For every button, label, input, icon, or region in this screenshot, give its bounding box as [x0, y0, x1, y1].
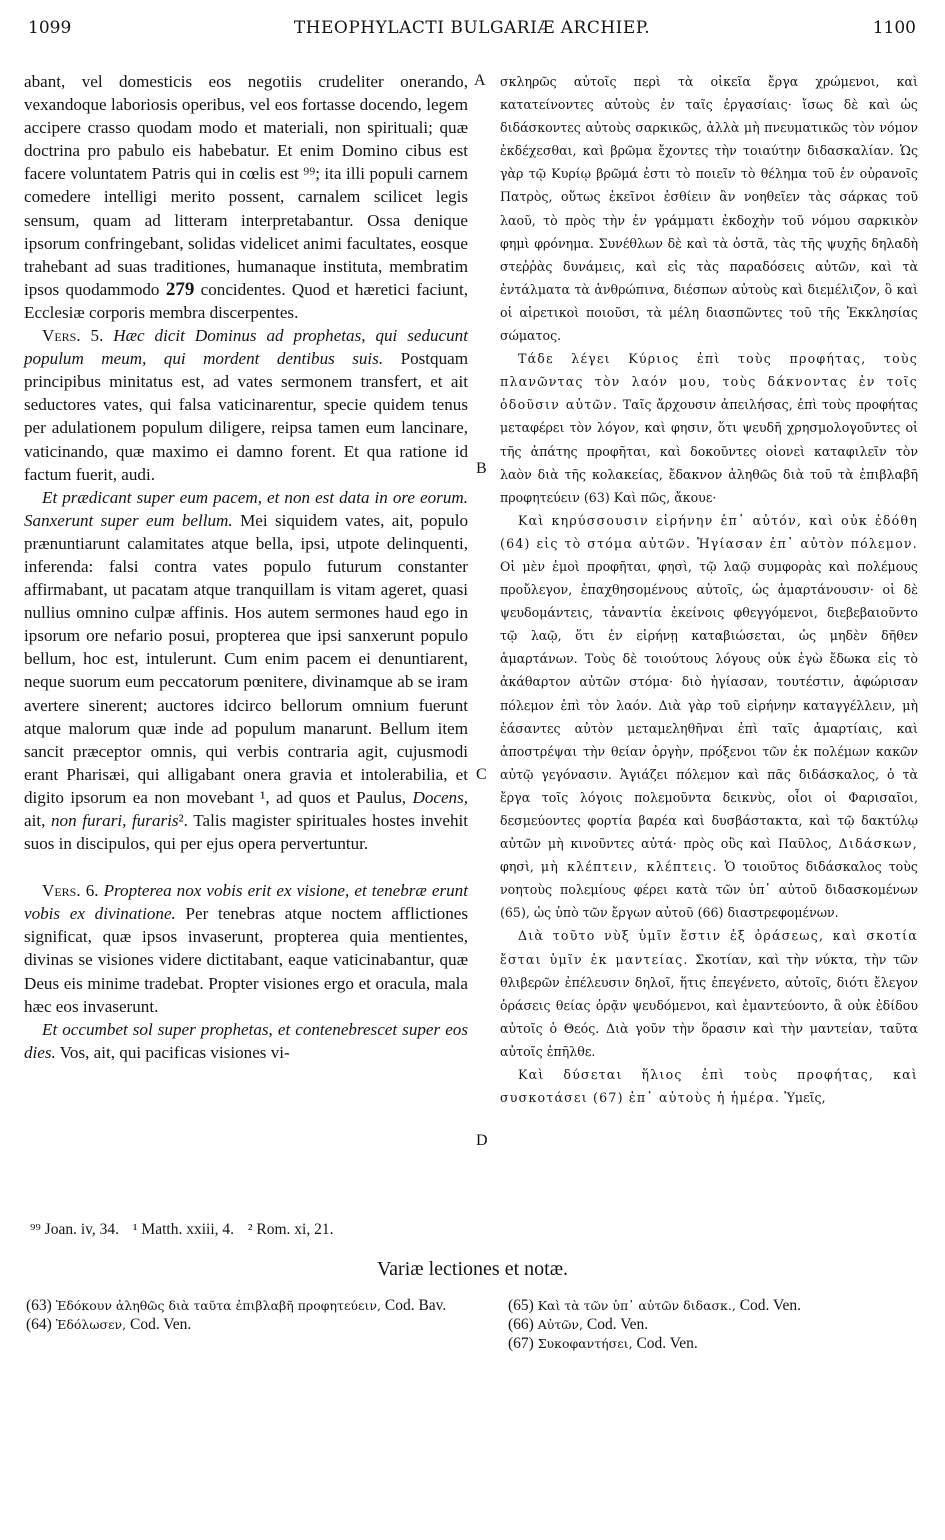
greek-paragraph	[500, 70, 918, 347]
latin-paragraph	[24, 70, 468, 324]
scripture-quote: Διὰ τοῦτο νὺξ ὑμῖν ἔστιν ἐξ ὁράσεως, καὶ σκοτία ἔσται ὑμῖν ἐκ μαντείας.	[500, 928, 918, 967]
greek-paragraph	[500, 924, 918, 1063]
latin-text: ². Talis magister spirituales hostes invehit suos in discipulos, qui per ejus opera pervertuntur.	[24, 811, 468, 854]
latin-text: Mei siquidem vates, ait, populo prænuntiarunt calamitates atque bella, ipsi, utpote delinquenti, inferenda: falsi contra vates populo futurum constanter affirmabant, ut pacatam atque tranquillam is vitam ageret, quasi nullius omnino culpæ affinis. Hos autem sermones haud ego in ipsorum ore nefario posui, propterea que ipsi sanxerunt populo bellum, hoc est, intulerunt. Cum enim pacem ei denuntiarent, neque suorum eum peccatorum pœnitere, divinamque ab se iram avertere sinerent; auctores idcirco bellorum omnium fuerunt atque malorum quæ inde ad populum manarunt. Bellum item sancit præceptor omnis, qui verbis contraria agit, cujusmodi erant Pharisæi, qui alligabant onera gravia et intolerabilia, et digito ipsorum ea non movebant ¹, ad quos et Paulus,	[24, 510, 468, 807]
scripture-quote: Διδάσκων,	[838, 836, 918, 852]
latin-paragraph	[24, 486, 468, 856]
variant-note-65	[508, 1296, 918, 1315]
greek-paragraph	[500, 1063, 918, 1109]
scripture-quote: Propterea nox vobis erit ex visione, et tenebræ erunt vobis ex divinatione.	[24, 881, 468, 924]
variant-note-66	[508, 1315, 918, 1334]
latin-text: Vos, ait, qui pacificas visiones vi-	[59, 1042, 290, 1062]
note-number: (67)	[508, 1335, 534, 1352]
greek-paragraph	[500, 347, 918, 509]
greek-text: σκληρῶς αὐτοῖς περὶ τὰ οἰκεῖα ἔργα χρώμενοι, καὶ κατατείνοντες αὐτοὺς ἐν ταῖς ἐργασίαις· ἴσως δὲ καὶ ὡς διδάσκοντες αὐτοὺς σαρκικῶς, ἀλλὰ μὴ πνευματικῶς τὸν νόμον ἐκδέχεσθαι, καὶ βρῶμα ἔχοντες τὴν τοιαύτην διδασκαλίαν. Ὡς γὰρ τῷ Κυρίῳ βρῶμά ἐστι τὸ ποιεῖν τὸ θέλημα τοῦ ἐν οὐρανοῖς Πατρὸς, οὕτως ἐκεῖνοι ἐσθίειν ἂν νοηθεῖεν τὰς σάρκας τοῦ λαοῦ, τὸ πρὸς τὴν ἐν γράμματι ἐκδοχὴν τοῦ νόμου σαρκικὸν φημὶ φρόνημα. Συνέθλων δὲ καὶ τὰ ὀστᾶ, τὰς τῆς ψυχῆς δηλαδὴ στεῤῥὰς δυνάμεις, καὶ εἰς τὰς παραδόσεις αὐτῶν, καὶ τὰ ἐντάλματα τὰ ἀνθρώπινα, διέσπων αὐτοὺς καὶ διεμέλιζον, ὃ καὶ οἱ αἱρετικοὶ ποιοῦσι, τὰ μέλη διασπῶντες τοῦ τῆς Ἐκκλησίας σώματος.	[500, 74, 918, 344]
latin-text: abant, vel domesticis eos negotiis crudeliter onerando, vexandoque laboriosis operibus, vel eos fortasse docendo, legem accipere crasso quodam modo et materiali, non spirituali; quæ doctrina pro pabulo eis habebatur. Et enim Domino cibus est facere voluntatem Patris qui in cœlis est ⁹⁹; ita illi populi carnem comedere intelligi merito possent, carnalem scilicet legis sensum, quam ad litteram interpretabantur. Ossa denique ipsorum confringebant, solidas videlicet animi facultates, eosque trahebant ad suas traditiones, humanaque instituta, membratim ipsos quodammodo	[24, 72, 468, 299]
verse-reference: Vers. 5.	[42, 326, 104, 346]
latin-paragraph	[24, 879, 468, 1018]
verse-reference: Vers. 6.	[42, 881, 99, 901]
right-page-number: 1100	[872, 18, 916, 38]
margin-letter-d: D	[476, 1132, 488, 1149]
note-source: Cod. Bav.	[384, 1297, 447, 1314]
latin-text: Postquam principibus minitatus est, ad vates sermonem transfert, et ait seductores vates, qui falsa vaticinarentur, specie quidem tenus per adulationem populum diligere, reipsa tamen eum lancinare, vaticinando, quæ maximo ei damno forent. Et qua ratione id factum fuerit, audi.	[24, 349, 468, 484]
greek-text: Οἱ μὲν ἐμοὶ προφῆται, φησὶ, τῷ λαῷ συμφορὰς καὶ πολέμους προὔλεγον, ἐπαχθησομένους αὐτοῖς, ὡς ἁμαρτάνουσιν· οἱ δὲ ψευδομάντεις, τἀναντία ἐκείνοις φθεγγόμενοι, διεβεβαιοῦντο τῷ λαῷ, ὅτι ἐν εἰρήνῃ καταβιώσεται, ὡς μηδὲν δῆθεν ἁμαρτάνων. Τοὺς δὲ τοιούτους λόγους οὐκ ἐγὼ ἔδωκα εἰς τὸ ἀκάθαρτον αὐτῶν στόμα· διὸ ἡγίασαν, τουτέστιν, ἀφώρισαν πόλεμον ἐπὶ τὸν λαόν. Διὰ γὰρ τοῦ εἰρήνην καταγγέλλειν, μὴ ἐάσαντες αὐτὸν μεταμεληθῆναι ἐπὶ ταῖς ἁμαρτίαις, καὶ ἀποστρέψαι τὴν θείαν ὀργὴν, πρόξενοι τῶν ἐκ πολέμων κακῶν αὐτῷ γεγόνασιν. Ἁγιάζει πόλεμον καὶ πᾶς διδάσκαλος, ὁ τὰ ἔργα τοῖς λόγοις πολεμοῦντα δεικνὺς, οἷοι οἱ Φαρισαῖοι, δεσμεύοντες φορτία βαρέα καὶ δυσβάστακτα, καὶ τῷ δακτύλῳ αὐτῶν μὴ κινοῦντες αὐτά· πρὸς οὓς καὶ Παῦλος,	[500, 558, 918, 852]
note-source: Cod. Ven.	[586, 1316, 649, 1333]
running-head	[28, 12, 916, 42]
latin-text: concidentes. Quod et hæretici faciunt, Ecclesiæ corporis membra discerpentes.	[24, 279, 468, 322]
latin-column	[24, 70, 468, 1064]
scripture-quote: Καὶ δύσεται ἥλιος ἐπὶ τοὺς προφήτας, καὶ συσκοτάσει (67) ἐπ᾽ αὐτοὺς ἡ ἡμέρα.	[500, 1067, 918, 1106]
note-greek: Συκοφαντήσει,	[537, 1336, 633, 1351]
greek-text: Σκοτίαν, καὶ τὴν νύκτα, τὴν τῶν θλιβερῶν ἐπέλευσιν δηλοῖ, ἥτις ἐπεγένετο, αὐτοῖς, διότι ἔλεγον ὁράσεις θείας ὁρᾷν ψευδόμενοι, καὶ ἐμαντεύοντο, ἃ οὐκ ἐδίδου αὐτοῖς ὁ Θεός. Διὰ γοῦν τὴν ὅρασιν καὶ τὴν μαντείαν, ταῦτα αὐτοῖς ἐπῆλθε.	[500, 951, 918, 1059]
variae-left	[26, 1296, 472, 1334]
running-title: THEOPHYLACTI BULGARIÆ ARCHIEP.	[293, 18, 651, 38]
variae-title: Variæ lectiones et notæ.	[376, 1258, 569, 1280]
note-greek: Αὐτῶν,	[537, 1317, 584, 1332]
scripture-quote: Τάδε λέγει Κύριος ἐπὶ τοὺς προφήτας, τοὺς πλανῶντας τὸν λαόν μου, τοὺς δάκνοντας ἐν τοῖς ὀδοῦσιν αὐτῶν.	[500, 351, 918, 413]
footnote: ¹ Matth. xxiii, 4.	[132, 1221, 234, 1238]
latin-text: Per tenebras atque noctem afflictiones significat, quæ ipsos invaserunt, propterea quia mentientes, divinas se visiones videre dictitabant, eaque vaticinabantur, quæ Deus eis minime tradebat. Propter visiones ergo et oracula, mala hæc eos invaserunt.	[24, 904, 468, 1016]
variae-right	[508, 1296, 918, 1353]
variant-note-63	[26, 1296, 472, 1315]
variant-note-64	[26, 1315, 472, 1334]
note-greek: Ἐδόλωσεν,	[55, 1317, 127, 1332]
scripture-quote: μὴ κλέπτειν, κλέπτεις.	[540, 859, 718, 875]
note-number: (63)	[26, 1297, 52, 1314]
left-page-number: 1099	[28, 18, 72, 38]
greek-text: Ὑμεῖς,	[784, 1090, 826, 1106]
greek-paragraph	[500, 509, 918, 925]
note-number: (64)	[26, 1316, 52, 1333]
note-greek: Ἐδόκουν ἀληθῶς διὰ ταῦτα ἐπιβλαβῆ προφητεύειν,	[55, 1298, 381, 1313]
note-source: Cod. Ven.	[739, 1297, 801, 1314]
scripture-quote: Docens,	[412, 787, 469, 807]
variant-note-67	[508, 1334, 918, 1353]
scripture-quote: Et prædicant super eum pacem, et non est data in ore eorum. Sanxerunt super eum bellum.	[24, 487, 468, 530]
footnote: ⁹⁹ Joan. iv, 34.	[30, 1221, 120, 1238]
note-number: (66)	[508, 1316, 534, 1333]
note-source: Cod. Ven.	[130, 1316, 192, 1333]
margin-letter-c: C	[476, 766, 487, 783]
scripture-quote: Καὶ κηρύσσουσιν εἰρήνην ἐπ᾽ αὐτόν, καὶ οὐκ ἐδόθη (64) εἰς τὸ στόμα αὐτῶν. Ἡγίασαν ἐπ᾽ αὐτὸν πόλεμον.	[500, 512, 918, 551]
note-greek: Καὶ τὰ τῶν ὑπ᾽ αὐτῶν διδασκ.,	[537, 1298, 736, 1313]
greek-text: Ταῖς ἄρχουσιν ἀπειλήσας, ἐπὶ τοὺς προφήτας μεταφέρει τὸν λόγον, καὶ φησιν, ὅτι ψευδῆ χρησμολογοῦντες οἱ τῆς ἀπάτης προφῆται, καὶ δοκοῦντες οἱονεὶ καταφιλεῖν τὸν λαὸν διὰ τῆς κολακείας, ἔδακνον ἀληθῶς διὰ τοῦ τὰ ἐπιβλαβῆ προφητεύειν (63)	[500, 397, 918, 505]
greek-text: φησὶ,	[500, 859, 534, 875]
column-number: 279	[165, 278, 195, 300]
footnote: ² Rom. xi, 21.	[247, 1221, 334, 1238]
greek-text: Ὁ τοιοῦτος διδάσκαλος τοὺς νοητοὺς πολεμίους φέρει κατὰ τῶν ὑπ᾽ αὐτοῦ διδασκομένων (65), ὡς ὑπὸ τῶν ἔργων αὐτοῦ (66) διαστρεφομένων.	[500, 859, 918, 921]
margin-letter-b: B	[476, 460, 487, 477]
latin-paragraph	[24, 324, 468, 486]
greek-text: Καὶ πῶς, ἄκουε·	[613, 489, 717, 505]
note-number: (65)	[508, 1297, 534, 1314]
greek-column	[500, 70, 918, 1109]
scripture-quote: Et occumbet sol super prophetas, et contenebrescet super eos dies.	[24, 1019, 468, 1062]
scripture-quote: Hæc dicit Dominus ad prophetas, qui seducunt populum meum, qui mordent dentibus suis.	[24, 326, 468, 369]
scripture-quote: non furari, furaris	[50, 811, 179, 830]
latin-paragraph	[24, 1018, 468, 1064]
note-source: Cod. Ven.	[636, 1335, 698, 1352]
footnotes	[30, 1220, 470, 1240]
margin-letter-a: A	[474, 72, 486, 89]
latin-text: ait,	[24, 811, 46, 830]
